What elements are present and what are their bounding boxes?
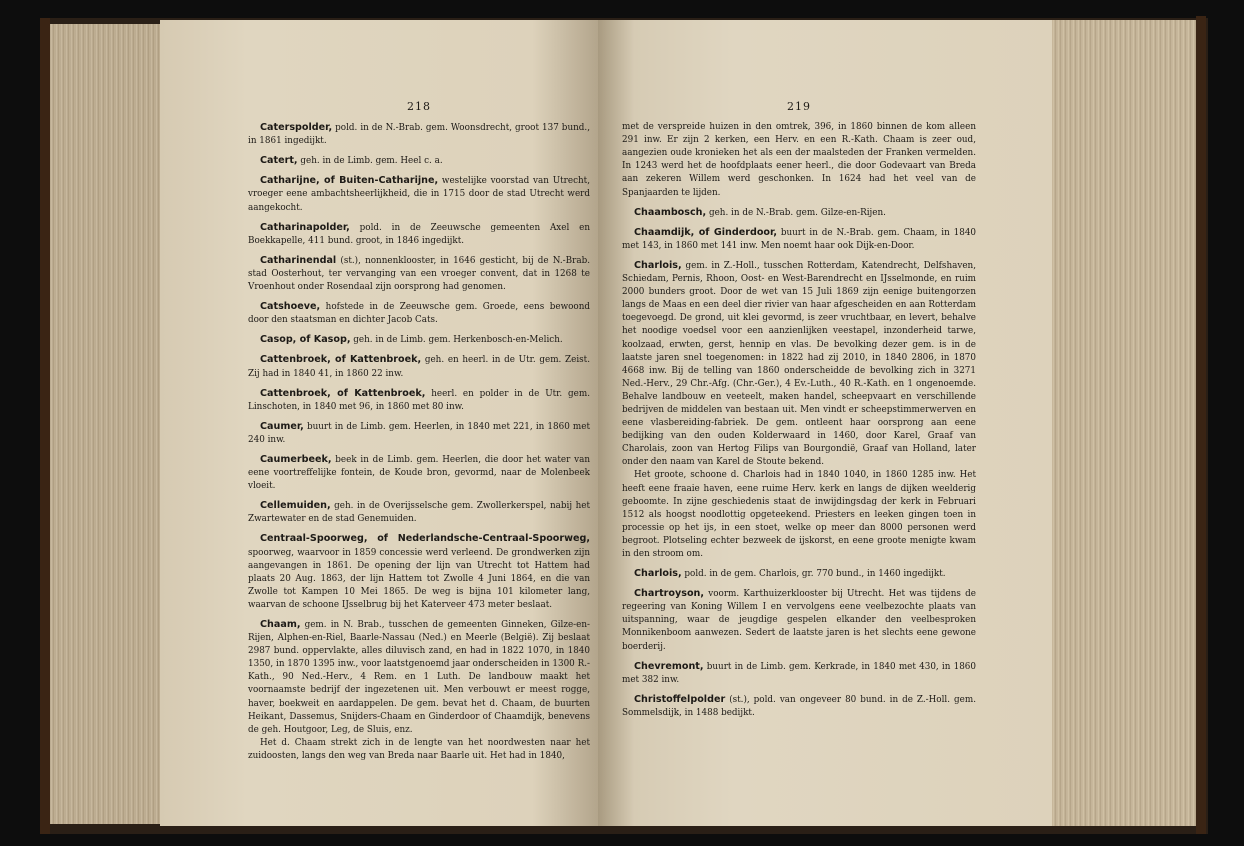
entry-paragraph — [248, 618, 590, 737]
entry-paragraph — [248, 532, 590, 612]
entry-paragraph — [248, 353, 590, 380]
entry-text: westelijke voorstad van Utrecht, vroeger eene ambachtsheerlijkheid, die in 1715 door de stad Utrecht werd aangekocht. — [248, 176, 590, 213]
entry-paragraph — [622, 206, 976, 220]
entry-headword: Cattenbroek, of Kattenbroek, — [260, 387, 426, 399]
entry-text: buurt in de N.-Brab. gem. Chaam, in 1840 met 143, in 1860 met 141 inw. Men noemt haar ook Dijk-en-Door. — [622, 227, 977, 251]
entry-text: pold. in de N.-Brab. gem. Woonsdrecht, groot 137 bund., in 1861 ingedijkt. — [248, 123, 590, 147]
entry-text: geh. in de Overijsselsche gem. Zwollerkerspel, nabij het Zwartewater en de stad Genemuiden. — [248, 501, 590, 525]
entry-headword: Charlois, — [634, 568, 682, 580]
entry-paragraph — [248, 154, 590, 168]
dictionary-entry — [248, 387, 590, 414]
dictionary-entry — [622, 693, 976, 720]
dictionary-entry — [622, 660, 976, 687]
entry-headword: Casop, of Kasop, — [260, 334, 351, 346]
entry-paragraph — [248, 453, 590, 493]
entry-text: (st.), pold. van ongeveer 80 bund. in de Z.-Holl. gem. Sommelsdijk, in 1488 bedijkt. — [622, 694, 976, 718]
entry-paragraph — [248, 387, 590, 414]
entry-headword: Centraal-Spoorweg, of Nederlandsche-Centraal-Spoorweg, — [260, 533, 590, 545]
entry-text: geh. in de Limb. gem. Heel c. a. — [297, 156, 443, 167]
entry-list — [248, 121, 590, 763]
entry-headword: Catharinendal — [260, 254, 337, 266]
entry-paragraph — [248, 300, 590, 327]
entry-headword: Catshoeve, — [260, 301, 321, 313]
page-number: 219 — [787, 100, 811, 113]
dictionary-entry — [248, 532, 590, 612]
dictionary-entry — [248, 154, 590, 168]
entry-text: hofstede in de Zeeuwsche gem. Groede, eens bewoond door den staatsman en dichter Jacob Cats. — [248, 302, 590, 326]
dictionary-entry — [622, 567, 976, 581]
entry-headword: Charlois, — [634, 259, 682, 271]
page-edges-left — [40, 24, 160, 824]
entry-headword: Chevremont, — [634, 660, 704, 672]
dictionary-entry — [248, 300, 590, 327]
entry-headword: Cattenbroek, of Kattenbroek, — [260, 354, 422, 366]
entry-continuation: Het d. Chaam strekt zich in de lengte van het noordwesten naar het zuidoosten, langs den weg van Breda naar Baarle uit. Het had in 1840, — [248, 737, 590, 761]
left-page — [160, 20, 598, 826]
entry-text: geh. en heerl. in de Utr. gem. Zeist. Zij had in 1840 41, in 1860 22 inw. — [248, 355, 590, 379]
entry-text: geh. in de Limb. gem. Herkenbosch-en-Melich. — [350, 335, 563, 346]
entry-paragraph — [248, 221, 590, 248]
entry-text: buurt in de Limb. gem. Heerlen, in 1840 met 221, in 1860 met 240 inw. — [248, 421, 590, 445]
entry-paragraph — [622, 693, 976, 720]
entry-paragraph — [622, 226, 976, 253]
entry-paragraph — [248, 499, 590, 526]
entry-headword: Chaambosch, — [634, 206, 707, 218]
cover-right — [1196, 16, 1206, 834]
dictionary-entry — [248, 221, 590, 248]
entry-headword: Catharinapolder, — [260, 221, 350, 233]
page-number: 218 — [407, 100, 431, 113]
entry-paragraph — [622, 259, 976, 470]
dictionary-entry — [248, 353, 590, 380]
entry-text: gem. in N. Brab., tusschen de gemeenten Ginneken, Gilze-en-Rijen, Alphen-en-Riel, Baarle-Nassau (Ned.) en Meerle (België). Zij beslaat 2987 bund. oppervlakte, alles diluvisch zand, en had in 1822 1070, in 1840 1350, in 1870 1395 inw., voor laatstgenoemd jaar onderscheiden in 1300 R.-Kath., 90 Ned.-Herv., 4 Rem. en 1 Luth. De landbouw maakt het voornaamste bedrijf der ingezetenen uit. Men verbouwt er meest rogge, haver, boekweit en aardappelen. De gem. bevat het d. Chaam, de buurten Heikant, Dassemus, Snijders-Chaam en Ginderdoor of Chaamdijk, benevens de geh. Houtgoor, Leg, de Sluis, enz. — [248, 620, 590, 735]
entry-headword: Caumerbeek, — [260, 453, 332, 465]
page-edges-right — [1052, 20, 1206, 826]
dictionary-entry — [248, 121, 590, 148]
entry-headword: Catharijne, of Buiten-Catharijne, — [260, 175, 439, 187]
entry-text: spoorweg, waarvoor in 1859 concessie werd verleend. De grondwerken zijn aangevangen in 1861. De opening der lijn van Utrecht tot Hattem had plaats 20 Aug. 1863, der lijn Hattem tot Zwolle 4 Juni 1864, en die van Zwolle tot Kampen 10 Mei 1865. De weg is bijna 101 kilometer lang, waarvan de schoone IJsselbrug bij het Katerveer 473 meter beslaat. — [248, 547, 590, 610]
dictionary-entry — [248, 254, 590, 294]
cover-left — [40, 18, 50, 834]
entry-paragraph — [622, 660, 976, 687]
entry-text: (st.), nonnenklooster, in 1646 gesticht, bij de N.-Brab. stad Oosterhout, ter vervanging van een vroeger convent, dat in 1268 te Vroenhout onder Rosendaal zijn oorsprong had genomen. — [248, 255, 590, 293]
dictionary-entry — [622, 259, 976, 561]
dictionary-entry — [248, 174, 590, 214]
entry-text: pold. in de Zeeuwsche gemeenten Axel en Boekkapelle, 411 bund. groot, in 1846 ingedijkt. — [248, 222, 590, 246]
dictionary-entry — [622, 206, 976, 220]
entry-text: heerl. en polder in de Utr. gem. Linschoten, in 1840 met 96, in 1860 met 80 inw. — [248, 388, 590, 412]
entry-paragraph — [248, 121, 590, 148]
entry-list — [622, 206, 976, 720]
dictionary-entry — [622, 226, 976, 253]
entry-text: voorm. Karthuizerklooster bij Utrecht. Het was tijdens de regeering van Koning Willem I en vervolgens eene veelbezochte plaats van uitspanning, waar de jeugdige gespelen elkander den veelbesproken Monnikenboom aanwezen. Sedert de laatste jaren is het slechts eene gewone boerderij. — [622, 589, 976, 652]
entry-paragraph — [248, 174, 590, 214]
dictionary-entry — [248, 499, 590, 526]
entry-headword: Chartroyson, — [634, 588, 705, 600]
entry-continuation: Het groote, schoone d. Charlois had in 1840 1040, in 1860 1285 inw. Het heeft eene fraaie haven, eene ruime Herv. kerk en langs de dijken weelderig geboomte. In zijne geschiedenis staat de inwijdingsdag der kerk in Februari 1512 als hoogst noodlottig opgeteekend. Priesters en leeken gingen toen in processie op het ijs, in een stoet, welke op meer dan 8000 personen werd begroot. Plotseling echter bezweek de ijskorst, en eene groote menigte kwam in den stroom om. — [622, 470, 976, 559]
entry-text: buurt in de Limb. gem. Kerkrade, in 1840 met 430, in 1860 met 382 inw. — [622, 661, 976, 685]
right-page — [598, 20, 1052, 826]
entry-text: pold. in de gem. Charlois, gr. 770 bund., in 1460 ingedijkt. — [681, 569, 946, 580]
entry-headword: Caumer, — [260, 420, 304, 432]
entry-headword: Christoffelpolder — [634, 693, 726, 705]
entry-text: geh. in de N.-Brab. gem. Gilze-en-Rijen. — [706, 207, 886, 218]
dictionary-entry — [248, 333, 590, 347]
entry-text: gem. in Z.-Holl., tusschen Rotterdam, Katendrecht, Delfshaven, Schiedam, Pernis, Rhoon, Oost- en West-Barendrecht en IJsselmonde, en ruim 2000 bunders groot. Door de wet van 15 Juli 1869 zijn eenige buitengorzen langs de Maas en een deel dier rivier van haar afgescheiden en aan Rotterdam toegevoegd. De grond, uit klei gevormd, is zeer vruchtbaar, en levert, behalve het noodige voedsel voor een aanzienlijken veestapel, inzonderheid tarwe, koolzaad, erwten, gerst, hennip en vlas. De bevolking dezer gem. is in de laatste jaren snel toegenomen: in 1822 had zij 2010, in 1840 2806, in 1870 4668 inw. Bij de telling van 1860 onderscheidde de bevolking zich in 3271 Ned.-Herv., 29 Chr.-Afg. (Chr.-Ger.), 4 Ev.-Luth., 40 R.-Kath. en 1 ongenoemde. Behalve landbouw en veeteelt, maken handel, scheepvaart en verschillende bedrijven de middelen van bestaan uit. Men vindt er scheepstimmerwerven en eene vlasbereiding-fabriek. De gem. ontleent haar oorsprong aan eene bedijking van den ouden Kolderwaard in 1460, door Karel, Graaf van Charolais, zoon van Hertog Filips van Bourgondië, Graaf van Holland, later onder den naam van Karel de Stoute bekend. — [622, 260, 976, 468]
entry-paragraph — [622, 587, 976, 653]
dictionary-entry — [248, 453, 590, 493]
continuation-text: met de verspreide huizen in den omtrek, 396, in 1860 binnen de kom alleen 291 inw. Er zijn 2 kerken, een Herv. en een R.-Kath. Chaam is zeer oud, aangezien oude kronieken het als een der maalsteden der Franken vermelden. In 1243 werd het de hoofdplaats eener heerl., die door Godevaart van Breda aan zekeren Willem werd geschonken. In 1624 had het veel van de Spanjaarden te lijden. — [622, 122, 976, 198]
entry-headword: Chaam, — [260, 619, 301, 630]
dictionary-entry — [248, 420, 590, 447]
entry-paragraph — [622, 567, 976, 581]
entry-headword: Chaamdijk, of Ginderdoor, — [634, 226, 777, 238]
entry-headword: Catert, — [260, 155, 298, 167]
entry-headword: Cellemuiden, — [260, 500, 331, 512]
entry-text: beek in de Limb. gem. Heerlen, die door het water van eene voortreffelijke fontein, de Koude bron, gevormd, naar de Molenbeek vloeit. — [248, 454, 590, 492]
entry-paragraph — [248, 333, 590, 347]
dictionary-entry — [248, 618, 590, 763]
dictionary-entry — [622, 587, 976, 653]
entry-paragraph — [248, 420, 590, 447]
entry-headword: Caterspolder, — [260, 122, 333, 134]
entry-paragraph — [248, 254, 590, 294]
